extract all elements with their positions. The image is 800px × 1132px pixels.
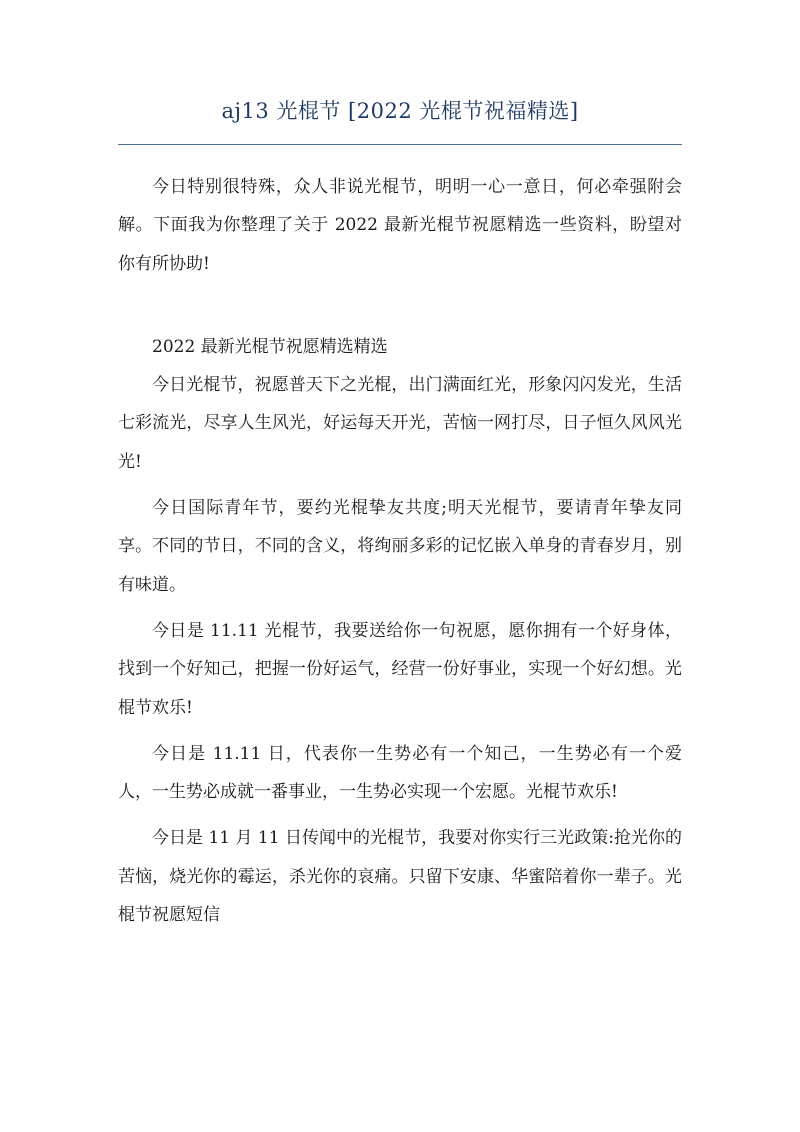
blessing-paragraph: 今日是 11 月 11 日传闻中的光棍节，我要对你实行三光政策:抢光你的苦恼，烧光你的霉运，杀光你的哀痛。只留下安康、华蜜陪着你一辈子。光棍节祝愿短信 (118, 828, 682, 926)
section-heading: 2022 最新光棍节祝愿精选精选 (152, 336, 388, 357)
title-divider (118, 144, 682, 145)
blessing-paragraph: 今日是 11.11 光棍节，我要送给你一句祝愿，愿你拥有一个好身体，找到一个好知己，把握一份好运气，经营一份好事业，实现一个好幻想。光棍节欢乐! (118, 620, 682, 718)
blessing-paragraph: 今日是 11.11 日，代表你一生势必有一个知己，一生势必有一个爱人，一生势必成就一番事业，一生势必实现一个宏愿。光棍节欢乐! (118, 743, 682, 803)
intro-paragraph: 今日特别很特殊，众人非说光棍节，明明一心一意日，何必牵强附会解。下面我为你整理了关于 2022 最新光棍节祝愿精选一些资料，盼望对你有所协助! (118, 177, 682, 274)
document-body (118, 168, 682, 934)
document-title: aj13 光棍节 [2022 光棍节祝福精选] (221, 99, 579, 123)
blessing-paragraph: 今日国际青年节，要约光棍挚友共度;明天光棍节，要请青年挚友同享。不同的节日，不同的含义，将绚丽多彩的记忆嵌入单身的青春岁月，别有味道。 (118, 498, 682, 595)
blessing-paragraph: 今日光棍节，祝愿普天下之光棍，出门满面红光，形象闪闪发光，生活七彩流光，尽享人生风光，好运每天开光，苦恼一网打尽，日子恒久风风光光! (118, 375, 682, 472)
